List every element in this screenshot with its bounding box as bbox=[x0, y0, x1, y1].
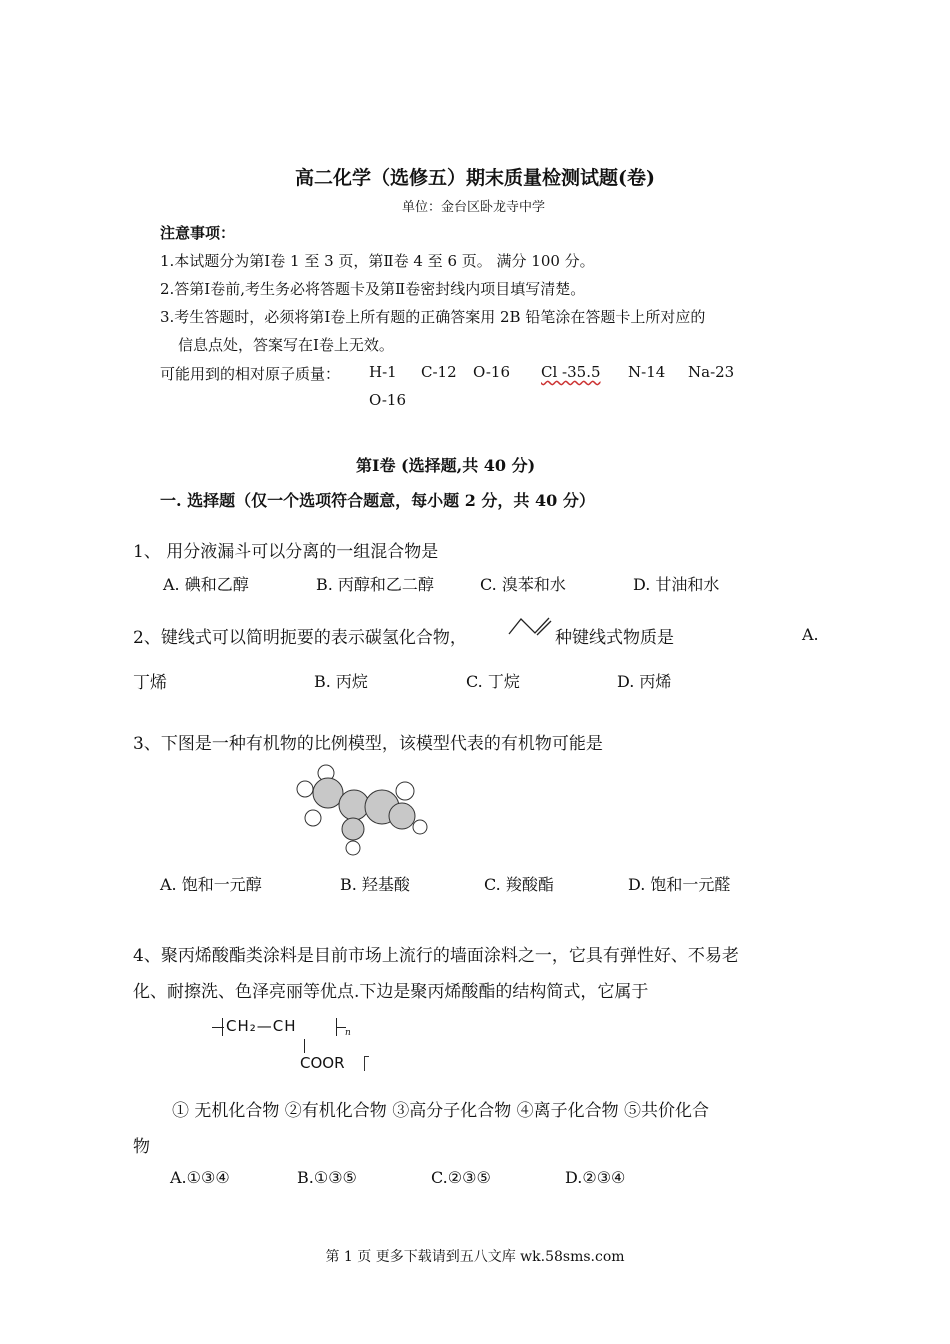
question-3-stem: 3、下图是一种有机物的比例模型，该模型代表的有机物可能是 bbox=[133, 734, 603, 754]
question-4-option-d: D.②③④ bbox=[565, 1168, 626, 1187]
question-1-stem: 1、 用分液漏斗可以分离的一组混合物是 bbox=[133, 542, 439, 562]
question-3-option-d: D. 饱和一元醛 bbox=[628, 875, 731, 894]
part-1-heading: 第Ⅰ卷 (选择题,共 40 分) bbox=[356, 456, 536, 475]
question-1-option-c: C. 溴苯和水 bbox=[480, 575, 566, 594]
question-3-option-b: B. 羟基酸 bbox=[340, 875, 410, 894]
atomic-mass-o-line2: O-16 bbox=[369, 391, 407, 409]
note-line-2: 2.答第Ⅰ卷前,考生务必将答题卡及第Ⅱ卷密封线内项目填写清楚。 bbox=[160, 280, 586, 298]
question-4-stem-line-1: 4、聚丙烯酸酯类涂料是目前市场上流行的墙面涂料之一，它具有弹性好、不易老 bbox=[133, 946, 739, 966]
skeletal-formula-icon bbox=[507, 614, 557, 638]
atomic-mass-cl: Cl -35.5 bbox=[541, 363, 601, 381]
question-3-option-c: C. 羧酸酯 bbox=[484, 875, 554, 894]
question-1-option-a: A. 碘和乙醇 bbox=[163, 575, 249, 594]
atomic-mass-n: N-14 bbox=[628, 363, 666, 381]
formula-side-group: COOR bbox=[300, 1054, 345, 1072]
question-2-option-c: C. 丁烷 bbox=[466, 672, 520, 691]
question-4-option-a: A.①③④ bbox=[170, 1168, 230, 1187]
question-2-option-b: B. 丙烷 bbox=[314, 672, 368, 691]
note-line-3-cont: 信息点处，答案写在Ⅰ卷上无效。 bbox=[178, 336, 394, 354]
question-4-choices: ① 无机化合物 ②有机化合物 ③高分子化合物 ④离子化合物 ⑤共价化合 bbox=[172, 1101, 710, 1121]
molecule-model-icon bbox=[290, 760, 440, 860]
document-title: 高二化学（选修五）期末质量检测试题(卷) bbox=[295, 167, 655, 189]
question-3-option-a: A. 饱和一元醇 bbox=[160, 875, 262, 894]
note-line-3: 3.考生答题时，必须将第Ⅰ卷上所有题的正确答案用 2B 铅笔涂在答题卡上所对应的 bbox=[160, 308, 706, 326]
atomic-mass-c: C-12 bbox=[421, 363, 457, 381]
formula-subscript-n: n bbox=[345, 1028, 351, 1038]
question-4-choices-tail: 物 bbox=[133, 1137, 150, 1157]
question-2-option-a-label: A. bbox=[802, 625, 819, 644]
formula-backbone: CH₂—CH bbox=[226, 1017, 297, 1035]
polyacrylate-formula bbox=[212, 1016, 382, 1076]
question-2-stem: 2、键线式可以简明扼要的表示碳氢化合物， bbox=[133, 628, 467, 648]
atomic-mass-na: Na-23 bbox=[688, 363, 735, 381]
section-heading: 一. 选择题（仅一个选项符合题意，每小题 2 分，共 40 分） bbox=[160, 491, 595, 510]
question-4-option-b: B.①③⑤ bbox=[297, 1168, 357, 1187]
atomic-mass-label: 可能用到的相对原子质量： bbox=[160, 365, 341, 383]
question-2-stem-cont: 种键线式物质是 bbox=[555, 628, 674, 648]
question-4-option-c: C.②③⑤ bbox=[431, 1168, 491, 1187]
question-2-option-a-text: 丁烯 bbox=[133, 673, 167, 693]
note-line-1: 1.本试题分为第Ⅰ卷 1 至 3 页，第Ⅱ卷 4 至 6 页。 满分 100 分。 bbox=[160, 252, 595, 270]
question-4-stem-line-2: 化、耐擦洗、色泽亮丽等优点.下边是聚丙烯酸酯的结构简式，它属于 bbox=[133, 982, 649, 1002]
notes-heading: 注意事项： bbox=[160, 224, 236, 242]
question-2-option-d: D. 丙烯 bbox=[617, 672, 672, 691]
page-footer: 第 1 页 更多下载请到五八文库 wk.58sms.com bbox=[325, 1249, 625, 1265]
question-1-option-d: D. 甘油和水 bbox=[633, 575, 720, 594]
school-unit: 单位：金台区卧龙寺中学 bbox=[402, 200, 546, 215]
question-1-option-b: B. 丙醇和乙二醇 bbox=[316, 575, 434, 594]
atomic-mass-h: H-1 bbox=[369, 363, 397, 381]
atomic-mass-o: O-16 bbox=[473, 363, 511, 381]
